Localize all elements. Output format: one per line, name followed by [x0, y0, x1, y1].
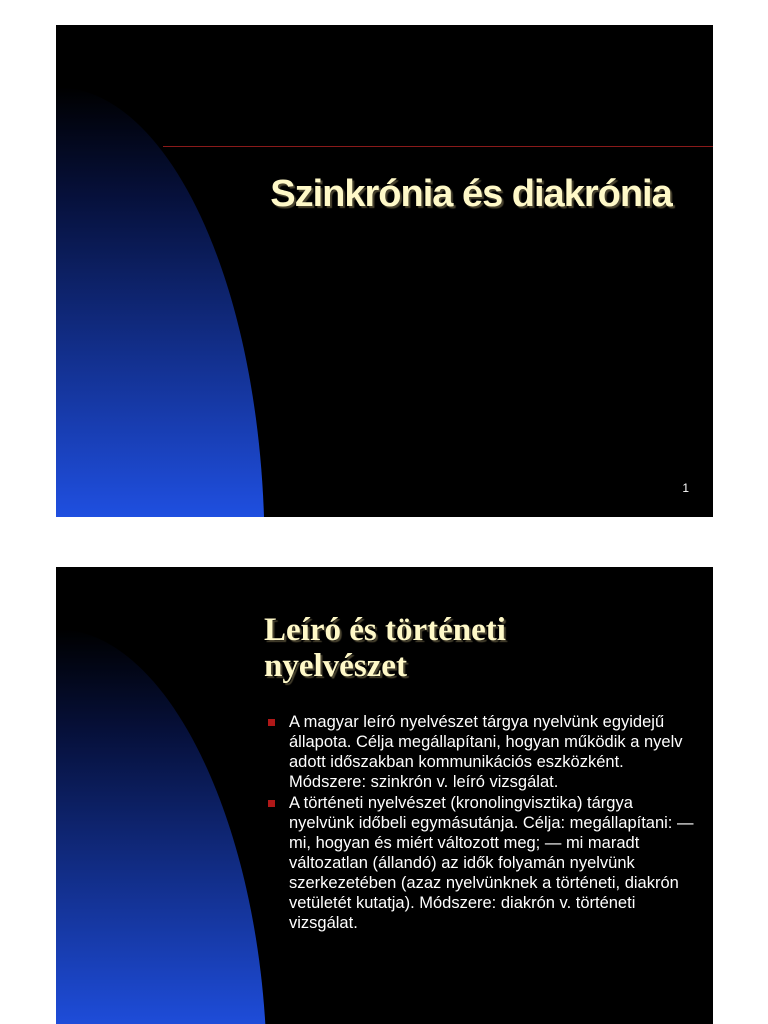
bullet-item	[268, 712, 698, 792]
slide-title	[264, 612, 664, 684]
bullet-list	[268, 712, 698, 934]
square-bullet-icon	[268, 719, 275, 726]
square-bullet-icon	[268, 800, 275, 807]
blue-swoosh-decoration	[56, 567, 276, 1024]
blue-swoosh-decoration	[56, 25, 276, 517]
bullet-item	[268, 793, 698, 933]
page-number: 1	[682, 481, 689, 495]
slide-title-line-1: Leíró és történeti	[264, 612, 506, 648]
title-rule-line	[163, 146, 713, 147]
bullet-text: A történeti nyelvészet (kronolingvisztika) tárgya nyelvünk időbeli egymásutánja. Célja: megállapítani: — mi, hogyan és miért változott meg; — mi maradt változatlan (állandó) az idők folyamán nyelvünk szerkezetében (azaz nyelvünknek a történeti, diakrón vetületét kutatja). Módszere: diakrón v. történeti vizsgálat.	[289, 794, 694, 932]
slide-title: Szinkrónia és diakrónia	[270, 173, 672, 215]
slide-title-line-2: nyelvészet	[264, 648, 407, 684]
slide-1	[56, 25, 713, 517]
bullet-text: A magyar leíró nyelvészet tárgya nyelvünk egyidejű állapota. Célja megállapítani, hogyan működik a nyelv adott időszakban kommunikációs eszközként. Módszere: szinkrón v. leíró vizsgálat.	[289, 713, 683, 791]
slide-2	[56, 567, 713, 1024]
